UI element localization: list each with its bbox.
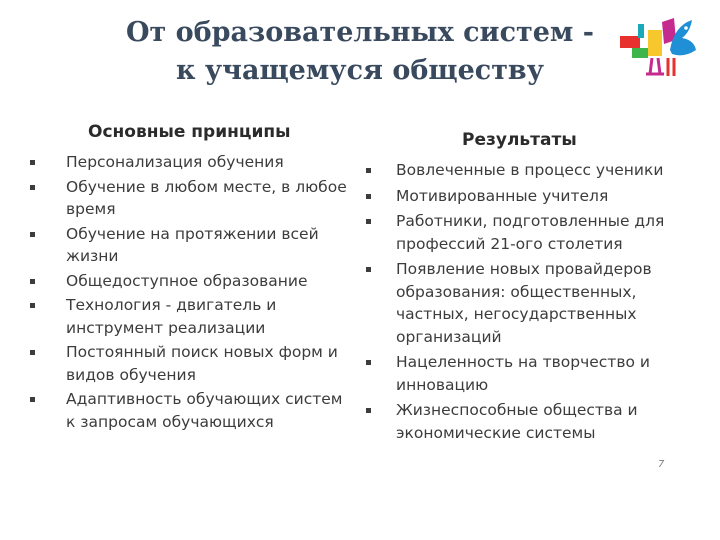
square-bullet-icon: [30, 350, 35, 355]
principles-heading: Основные принципы: [88, 122, 291, 142]
square-bullet-icon: [30, 185, 35, 190]
list-item: [30, 151, 350, 174]
list-item: [366, 159, 676, 182]
list-item-text: Обучение в любом месте, в любое время: [66, 177, 347, 218]
list-item-text: Жизнеспособные общества и экономические системы: [396, 401, 638, 442]
list-item-text: Вовлеченные в процесс ученики: [396, 161, 664, 179]
list-item-text: Появление новых провайдеров образования: общественных, частных, негосударственных организаций: [396, 260, 652, 346]
results-heading: Результаты: [462, 130, 577, 150]
page-number: 7: [658, 459, 665, 470]
list-item-text: Обучение на протяжении всей жизни: [66, 224, 319, 265]
list-item: [30, 388, 350, 433]
list-item: [366, 185, 676, 208]
slide-title-line-1: От образовательных систем -: [125, 17, 594, 48]
list-item: [30, 270, 350, 293]
square-bullet-icon: [30, 279, 35, 284]
list-item-text: Адаптивность обучающих систем к запросам обучающихся: [66, 390, 343, 431]
list-item: [366, 210, 676, 255]
square-bullet-icon: [30, 397, 35, 402]
list-item: [30, 176, 350, 221]
list-item-text: Технология - двигатель и инструмент реализации: [66, 296, 277, 337]
square-bullet-icon: [30, 160, 35, 165]
list-item: [30, 294, 350, 339]
list-item-text: Работники, подготовленные для профессий 21-ого столетия: [396, 212, 665, 253]
slide-title-line-2: к учащемуся обществу: [176, 55, 544, 86]
square-bullet-icon: [366, 408, 371, 413]
square-bullet-icon: [30, 232, 35, 237]
square-bullet-icon: [366, 194, 371, 199]
square-bullet-icon: [30, 303, 35, 308]
bird-logo-icon: [612, 10, 712, 90]
square-bullet-icon: [366, 168, 371, 173]
list-item: [366, 258, 676, 348]
list-item: [30, 341, 350, 386]
square-bullet-icon: [366, 360, 371, 365]
list-item: [366, 399, 676, 444]
list-item-text: Постоянный поиск новых форм и видов обучения: [66, 343, 338, 384]
list-item: [366, 351, 676, 396]
list-item-text: Мотивированные учителя: [396, 186, 609, 205]
results-list: [366, 159, 676, 447]
list-item-text: Нацеленность на творчество и инновацию: [396, 353, 650, 394]
list-item-text: Персонализация обучения: [66, 153, 284, 171]
list-item: [30, 223, 350, 268]
square-bullet-icon: [366, 267, 371, 272]
list-item-text: Общедоступное образование: [66, 271, 308, 290]
square-bullet-icon: [366, 219, 371, 224]
principles-list: [30, 151, 350, 435]
slide-title: [60, 14, 660, 90]
